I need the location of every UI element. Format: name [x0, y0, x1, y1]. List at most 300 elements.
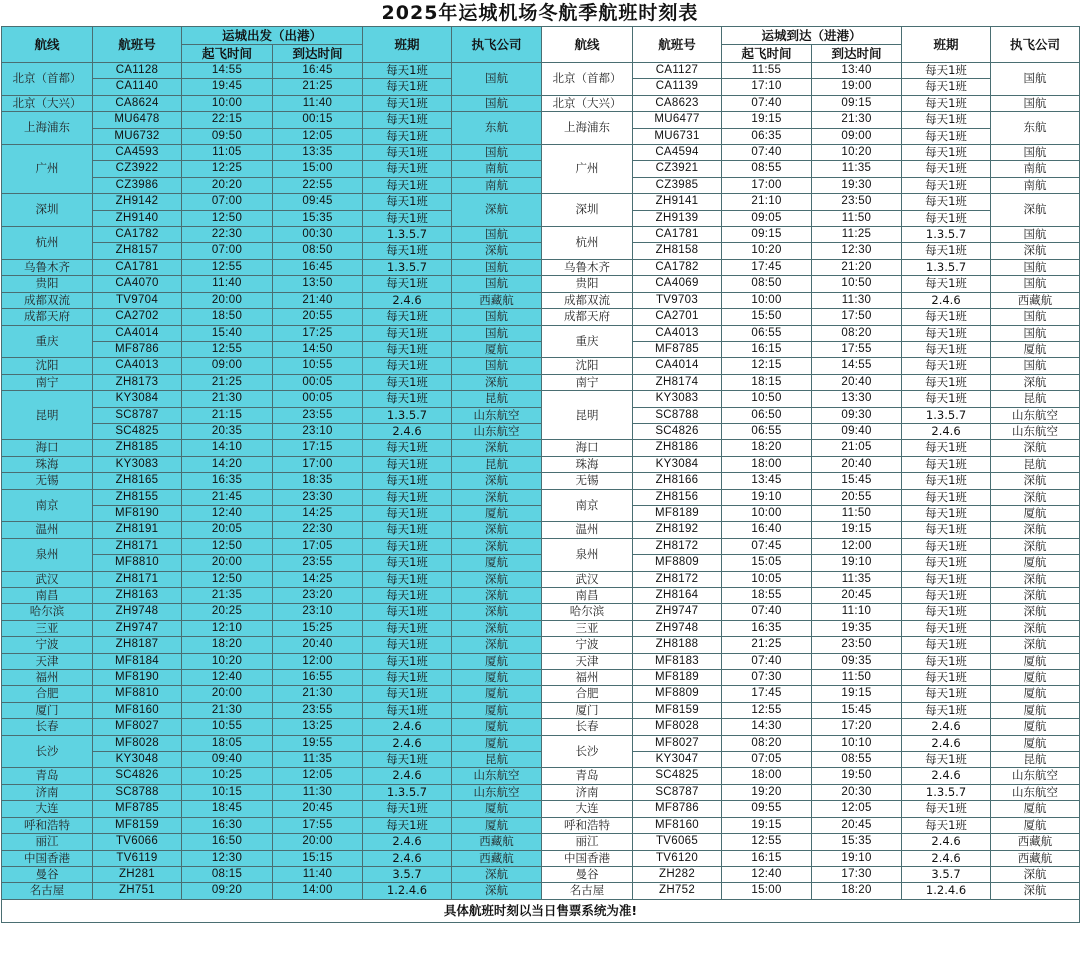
- airline-cell: 国航: [452, 358, 542, 374]
- flight-number: SC8787: [93, 407, 182, 423]
- schedule-days: 每天1班: [902, 801, 991, 817]
- schedule-days: 每天1班: [902, 522, 991, 538]
- departure-time: 16:15: [722, 850, 812, 866]
- departure-time: 15:40: [182, 325, 273, 341]
- airline-cell: 厦航: [452, 719, 542, 735]
- airline-cell: 深航: [991, 604, 1080, 620]
- airline-cell: 国航: [991, 145, 1080, 161]
- route-cell: 武汉: [2, 571, 93, 587]
- airline-cell: 国航: [452, 259, 542, 275]
- airline-cell: 国航: [991, 358, 1080, 374]
- flight-number: MF8028: [93, 735, 182, 751]
- arrival-time: 11:30: [812, 292, 902, 308]
- route-cell: 珠海: [542, 456, 633, 472]
- flight-number: CZ3922: [93, 161, 182, 177]
- route-cell: 乌鲁木齐: [542, 259, 633, 275]
- flight-number: MF8809: [633, 555, 722, 571]
- departure-time: 10:15: [182, 784, 273, 800]
- schedule-days: 每天1班: [902, 194, 991, 210]
- outbound-group-header: 运城出发（出港）: [182, 27, 363, 45]
- arrival-time: 08:55: [812, 752, 902, 768]
- departure-time: 09:05: [722, 210, 812, 226]
- schedule-days: 3.5.7: [902, 866, 991, 882]
- schedule-days: 每天1班: [902, 604, 991, 620]
- col-header-airline-in: 执飞公司: [991, 27, 1080, 63]
- airline-cell: 国航: [991, 227, 1080, 243]
- departure-time: 07:40: [722, 604, 812, 620]
- arrival-time: 11:35: [812, 571, 902, 587]
- airline-cell: 昆航: [452, 752, 542, 768]
- route-cell: 重庆: [542, 325, 633, 358]
- departure-time: 07:00: [182, 194, 273, 210]
- airline-cell: 山东航空: [991, 407, 1080, 423]
- departure-time: 06:35: [722, 128, 812, 144]
- departure-time: 21:35: [182, 588, 273, 604]
- schedule-days: 1.3.5.7: [363, 227, 452, 243]
- flight-number: KY3047: [633, 752, 722, 768]
- flight-number: MF8189: [633, 505, 722, 521]
- flight-number: ZH9139: [633, 210, 722, 226]
- flight-number: ZH8155: [93, 489, 182, 505]
- route-cell: 泉州: [542, 538, 633, 571]
- arrival-time: 17:00: [273, 456, 363, 472]
- route-cell: 温州: [2, 522, 93, 538]
- flight-number: CA1782: [93, 227, 182, 243]
- table-row: [2, 850, 1080, 866]
- flight-number: ZH8172: [633, 571, 722, 587]
- departure-time: 16:35: [182, 473, 273, 489]
- airline-cell: 山东航空: [452, 784, 542, 800]
- route-cell: 三亚: [542, 620, 633, 636]
- flight-number: SC4825: [633, 768, 722, 784]
- route-cell: 南昌: [2, 588, 93, 604]
- flight-number: MF8810: [93, 555, 182, 571]
- departure-time: 07:00: [182, 243, 273, 259]
- route-cell: 丽江: [542, 834, 633, 850]
- route-cell: 南京: [542, 489, 633, 522]
- col-header-flight: 航班号: [93, 27, 182, 63]
- arrival-time: 11:25: [812, 227, 902, 243]
- airline-cell: 深航: [452, 473, 542, 489]
- route-cell: 名古屋: [542, 883, 633, 899]
- schedule-days: 每天1班: [363, 538, 452, 554]
- flight-number: CA1140: [93, 79, 182, 95]
- schedule-days: 每天1班: [902, 79, 991, 95]
- col-header-arr-time: 到达时间: [273, 45, 363, 63]
- table-row: [2, 227, 1080, 243]
- table-row: [2, 866, 1080, 882]
- flight-number: MF8809: [633, 686, 722, 702]
- route-cell: 厦门: [542, 702, 633, 718]
- airline-cell: 深航: [452, 866, 542, 882]
- airline-cell: 国航: [452, 309, 542, 325]
- departure-time: 14:10: [182, 440, 273, 456]
- route-cell: 成都天府: [542, 309, 633, 325]
- departure-time: 22:30: [182, 227, 273, 243]
- departure-time: 21:45: [182, 489, 273, 505]
- departure-time: 16:40: [722, 522, 812, 538]
- arrival-time: 08:50: [273, 243, 363, 259]
- schedule-days: 每天1班: [363, 358, 452, 374]
- departure-time: 08:20: [722, 735, 812, 751]
- flight-number: ZH8188: [633, 637, 722, 653]
- col-header-airline: 执飞公司: [452, 27, 542, 63]
- airline-cell: 国航: [452, 63, 542, 96]
- departure-time: 12:40: [182, 505, 273, 521]
- table-row: [2, 63, 1080, 79]
- route-cell: 广州: [2, 145, 93, 194]
- arrival-time: 11:35: [812, 161, 902, 177]
- table-row: [2, 522, 1080, 538]
- arrival-time: 16:45: [273, 259, 363, 275]
- arrival-time: 14:00: [273, 883, 363, 899]
- departure-time: 12:50: [182, 538, 273, 554]
- route-cell: 武汉: [542, 571, 633, 587]
- airline-cell: 国航: [991, 95, 1080, 111]
- route-cell: 上海浦东: [2, 112, 93, 145]
- flight-number: CZ3921: [633, 161, 722, 177]
- schedule-days: 1.2.4.6: [902, 883, 991, 899]
- schedule-days: 每天1班: [902, 391, 991, 407]
- route-cell: 成都双流: [2, 292, 93, 308]
- airline-cell: 昆航: [452, 456, 542, 472]
- flight-number: ZH9142: [93, 194, 182, 210]
- arrival-time: 15:45: [812, 702, 902, 718]
- flight-number: MF8028: [633, 719, 722, 735]
- airline-cell: 深航: [452, 538, 542, 554]
- schedule-days: 每天1班: [363, 604, 452, 620]
- schedule-days: 每天1班: [363, 637, 452, 653]
- departure-time: 12:55: [182, 341, 273, 357]
- departure-time: 06:55: [722, 325, 812, 341]
- arrival-time: 20:45: [812, 588, 902, 604]
- departure-time: 17:45: [722, 686, 812, 702]
- route-cell: 深圳: [542, 194, 633, 227]
- schedule-days: 1.3.5.7: [363, 784, 452, 800]
- arrival-time: 14:50: [273, 341, 363, 357]
- route-cell: 天津: [2, 653, 93, 669]
- arrival-time: 21:20: [812, 259, 902, 275]
- flight-number: MF8027: [93, 719, 182, 735]
- airline-cell: 西藏航: [452, 292, 542, 308]
- arrival-time: 23:50: [812, 637, 902, 653]
- departure-time: 06:50: [722, 407, 812, 423]
- schedule-days: 2.4.6: [902, 423, 991, 439]
- flight-number: MF8786: [93, 341, 182, 357]
- route-cell: 中国香港: [542, 850, 633, 866]
- arrival-time: 10:20: [812, 145, 902, 161]
- flight-number: TV9704: [93, 292, 182, 308]
- route-cell: 福州: [542, 670, 633, 686]
- airline-cell: 山东航空: [452, 407, 542, 423]
- table-row: [2, 653, 1080, 669]
- flight-number: CA1128: [93, 63, 182, 79]
- schedule-days: 每天1班: [902, 358, 991, 374]
- flight-number: CA8623: [633, 95, 722, 111]
- schedule-days: 每天1班: [902, 243, 991, 259]
- table-row: [2, 784, 1080, 800]
- departure-time: 18:20: [722, 440, 812, 456]
- departure-time: 20:20: [182, 177, 273, 193]
- schedule-days: 每天1班: [902, 817, 991, 833]
- airline-cell: 厦航: [452, 670, 542, 686]
- schedule-days: 每天1班: [363, 391, 452, 407]
- airline-cell: 厦航: [452, 801, 542, 817]
- schedule-days: 每天1班: [363, 571, 452, 587]
- departure-time: 10:25: [182, 768, 273, 784]
- departure-time: 16:35: [722, 620, 812, 636]
- schedule-days: 每天1班: [363, 489, 452, 505]
- table-row: [2, 341, 1080, 357]
- route-cell: 厦门: [2, 702, 93, 718]
- airline-cell: 深航: [991, 374, 1080, 390]
- schedule-days: 每天1班: [902, 637, 991, 653]
- departure-time: 12:55: [722, 834, 812, 850]
- departure-time: 12:55: [722, 702, 812, 718]
- schedule-days: 每天1班: [902, 670, 991, 686]
- schedule-days: 每天1班: [363, 702, 452, 718]
- table-row: [2, 702, 1080, 718]
- flight-number: CA1781: [93, 259, 182, 275]
- table-row: [2, 686, 1080, 702]
- route-cell: 名古屋: [2, 883, 93, 899]
- schedule-days: 每天1班: [902, 489, 991, 505]
- arrival-time: 09:30: [812, 407, 902, 423]
- flight-number: CA2702: [93, 309, 182, 325]
- schedule-days: 每天1班: [363, 752, 452, 768]
- departure-time: 16:50: [182, 834, 273, 850]
- route-cell: 昆明: [542, 391, 633, 440]
- flight-number: TV6120: [633, 850, 722, 866]
- arrival-time: 14:55: [812, 358, 902, 374]
- flight-number: ZH8174: [633, 374, 722, 390]
- schedule-days: 1.3.5.7: [902, 784, 991, 800]
- departure-time: 17:10: [722, 79, 812, 95]
- flight-number: MF8160: [633, 817, 722, 833]
- flight-number: ZH8164: [633, 588, 722, 604]
- arrival-time: 13:35: [273, 145, 363, 161]
- schedule-days: 每天1班: [363, 276, 452, 292]
- table-row: [2, 177, 1080, 193]
- col-header-dep-time: 起飞时间: [182, 45, 273, 63]
- airline-cell: 深航: [452, 440, 542, 456]
- schedule-days: 2.4.6: [363, 850, 452, 866]
- schedule-days: 每天1班: [363, 555, 452, 571]
- route-cell: 无锡: [542, 473, 633, 489]
- flight-number: KY3048: [93, 752, 182, 768]
- airline-cell: 厦航: [991, 702, 1080, 718]
- schedule-days: 每天1班: [363, 145, 452, 161]
- airline-cell: 山东航空: [452, 768, 542, 784]
- arrival-time: 11:35: [273, 752, 363, 768]
- route-cell: 宁波: [2, 637, 93, 653]
- table-row: [2, 456, 1080, 472]
- flight-number: CA4014: [93, 325, 182, 341]
- airline-cell: 深航: [991, 243, 1080, 259]
- flight-number: MU6478: [93, 112, 182, 128]
- departure-time: 07:40: [722, 653, 812, 669]
- departure-time: 12:55: [182, 259, 273, 275]
- route-cell: 泉州: [2, 538, 93, 571]
- flight-number: KY3084: [93, 391, 182, 407]
- arrival-time: 13:25: [273, 719, 363, 735]
- schedule-days: 每天1班: [363, 325, 452, 341]
- route-cell: 南京: [2, 489, 93, 522]
- schedule-days: 每天1班: [363, 374, 452, 390]
- departure-time: 10:00: [182, 95, 273, 111]
- schedule-days: 2.4.6: [902, 292, 991, 308]
- route-cell: 昆明: [2, 391, 93, 440]
- route-cell: 广州: [542, 145, 633, 194]
- airline-cell: 深航: [991, 588, 1080, 604]
- arrival-time: 12:00: [273, 653, 363, 669]
- footer-note: 具体航班时刻以当日售票系统为准!: [2, 899, 1080, 922]
- arrival-time: 20:30: [812, 784, 902, 800]
- departure-time: 09:55: [722, 801, 812, 817]
- arrival-time: 08:20: [812, 325, 902, 341]
- flight-number: KY3083: [633, 391, 722, 407]
- departure-time: 19:10: [722, 489, 812, 505]
- airline-cell: 厦航: [452, 505, 542, 521]
- table-row: [2, 801, 1080, 817]
- arrival-time: 11:50: [812, 210, 902, 226]
- schedule-days: 每天1班: [902, 702, 991, 718]
- table-row: [2, 620, 1080, 636]
- departure-time: 10:20: [722, 243, 812, 259]
- departure-time: 16:30: [182, 817, 273, 833]
- table-row: [2, 817, 1080, 833]
- schedule-days: 每天1班: [902, 309, 991, 325]
- route-cell: 成都天府: [2, 309, 93, 325]
- route-cell: 济南: [542, 784, 633, 800]
- airline-cell: 西藏航: [991, 850, 1080, 866]
- arrival-time: 13:50: [273, 276, 363, 292]
- arrival-time: 21:25: [273, 79, 363, 95]
- arrival-time: 15:25: [273, 620, 363, 636]
- airline-cell: 厦航: [452, 341, 542, 357]
- schedule-days: 2.4.6: [902, 768, 991, 784]
- airline-cell: 厦航: [452, 555, 542, 571]
- col-header-schedule: 班期: [363, 27, 452, 63]
- departure-time: 07:05: [722, 752, 812, 768]
- schedule-days: 每天1班: [363, 505, 452, 521]
- airline-cell: 国航: [452, 325, 542, 341]
- airline-cell: 深航: [452, 374, 542, 390]
- schedule-days: 每天1班: [363, 112, 452, 128]
- schedule-days: 每天1班: [902, 555, 991, 571]
- flight-number: ZH8173: [93, 374, 182, 390]
- route-cell: 长春: [542, 719, 633, 735]
- schedule-days: 1.3.5.7: [902, 407, 991, 423]
- airline-cell: 山东航空: [991, 784, 1080, 800]
- flight-number: SC4826: [93, 768, 182, 784]
- arrival-time: 21:05: [812, 440, 902, 456]
- table-row: [2, 752, 1080, 768]
- flight-number: ZH8171: [93, 571, 182, 587]
- table-row: [2, 834, 1080, 850]
- table-row: [2, 735, 1080, 751]
- flight-number: ZH8171: [93, 538, 182, 554]
- schedule-days: 2.4.6: [363, 292, 452, 308]
- flight-number: CA4070: [93, 276, 182, 292]
- arrival-time: 19:30: [812, 177, 902, 193]
- table-row: [2, 276, 1080, 292]
- schedule-days: 每天1班: [363, 210, 452, 226]
- departure-time: 16:15: [722, 341, 812, 357]
- departure-time: 21:25: [182, 374, 273, 390]
- departure-time: 18:20: [182, 637, 273, 653]
- airline-cell: 深航: [452, 604, 542, 620]
- schedule-days: 1.3.5.7: [902, 259, 991, 275]
- flight-number: CA4593: [93, 145, 182, 161]
- arrival-time: 23:10: [273, 604, 363, 620]
- departure-time: 09:40: [182, 752, 273, 768]
- departure-time: 12:40: [722, 866, 812, 882]
- airline-cell: 厦航: [991, 341, 1080, 357]
- arrival-time: 09:35: [812, 653, 902, 669]
- arrival-time: 09:45: [273, 194, 363, 210]
- departure-time: 18:45: [182, 801, 273, 817]
- route-cell: 杭州: [2, 227, 93, 260]
- airline-cell: 厦航: [991, 686, 1080, 702]
- arrival-time: 20:55: [273, 309, 363, 325]
- arrival-time: 17:05: [273, 538, 363, 554]
- route-cell: 成都双流: [542, 292, 633, 308]
- departure-time: 18:15: [722, 374, 812, 390]
- departure-time: 18:00: [722, 768, 812, 784]
- airline-cell: 厦航: [991, 719, 1080, 735]
- schedule-days: 2.4.6: [363, 423, 452, 439]
- departure-time: 21:30: [182, 391, 273, 407]
- flight-number: MF8183: [633, 653, 722, 669]
- page-title: 2025年运城机场冬航季航班时刻表: [381, 2, 699, 24]
- arrival-time: 23:10: [273, 423, 363, 439]
- airline-cell: 深航: [452, 489, 542, 505]
- flight-number: CZ3985: [633, 177, 722, 193]
- route-cell: 合肥: [542, 686, 633, 702]
- flight-number: MF8785: [633, 341, 722, 357]
- flight-number: ZH8163: [93, 588, 182, 604]
- route-cell: 青岛: [542, 768, 633, 784]
- airline-cell: 山东航空: [452, 423, 542, 439]
- arrival-time: 13:40: [812, 63, 902, 79]
- arrival-time: 11:50: [812, 505, 902, 521]
- schedule-days: 每天1班: [902, 145, 991, 161]
- airline-cell: 深航: [452, 522, 542, 538]
- schedule-days: 每天1班: [363, 522, 452, 538]
- schedule-days: 每天1班: [363, 686, 452, 702]
- airline-cell: 深航: [991, 883, 1080, 899]
- airline-cell: 国航: [991, 63, 1080, 96]
- table-row: [2, 194, 1080, 210]
- arrival-time: 09:15: [812, 95, 902, 111]
- flight-number: MF8189: [633, 670, 722, 686]
- table-row: [2, 719, 1080, 735]
- arrival-time: 19:00: [812, 79, 902, 95]
- airline-cell: 东航: [452, 112, 542, 145]
- arrival-time: 14:25: [273, 571, 363, 587]
- schedule-days: 每天1班: [363, 341, 452, 357]
- departure-time: 09:00: [182, 358, 273, 374]
- flight-number: KY3083: [93, 456, 182, 472]
- arrival-time: 19:35: [812, 620, 902, 636]
- airline-cell: 厦航: [452, 702, 542, 718]
- table-row: [2, 259, 1080, 275]
- departure-time: 20:00: [182, 686, 273, 702]
- departure-time: 18:55: [722, 588, 812, 604]
- departure-time: 15:50: [722, 309, 812, 325]
- arrival-time: 00:15: [273, 112, 363, 128]
